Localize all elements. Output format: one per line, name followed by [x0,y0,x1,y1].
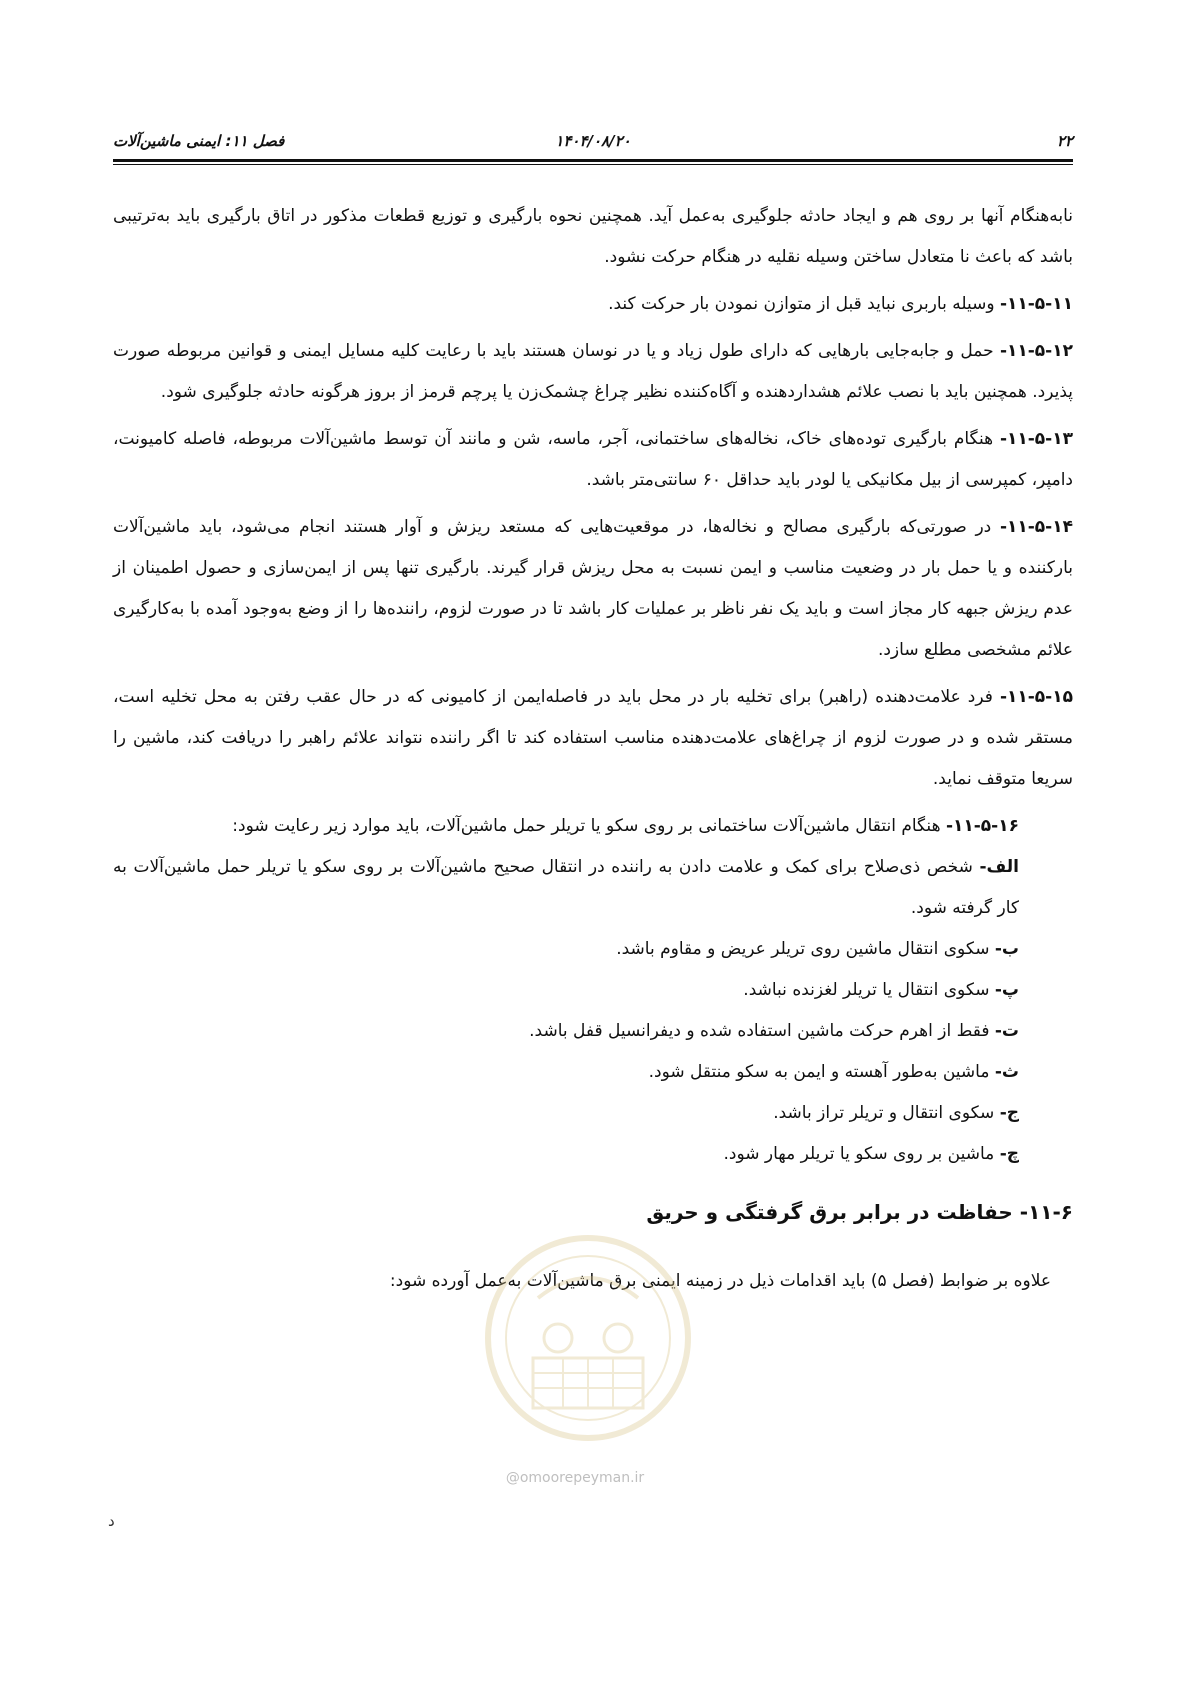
item-letter: ت- [994,1021,1019,1041]
list-item [113,970,1073,1011]
item-text: سکوی انتقال یا تریلر لغزنده نباشد. [743,980,995,1000]
item-text: سکوی انتقال ماشین روی تریلر عریض و مقاوم باشد. [616,939,995,959]
item-text: شخص ذی‌صلاح برای کمک و علامت دادن به راننده در انتقال صحیح ماشین‌آلات بر روی سکو یا تریلر حمل ماشین‌آلات به کار گرفته شود. [113,857,1019,918]
footer-letter: د [108,1512,115,1530]
clause-text: در صورتی‌که بارگیری مصالح و نخاله‌ها، در موقعیت‌هایی که مستعد ریزش و آوار هستند انجام می‌شود، باید ماشین‌آلات بارکننده و یا حمل بار در وضعیت مناسب و ایمن نسبت به محل ریزش قرار گیرند. بارگیری تنها پس از ایمن‌سازی و حصول اطمینان از عدم ریزش جبهه کار مجاز است و باید یک نفر ناظر بر عملیات کار باشد تا در صورت لزوم، راننده‌ها را از وضع به‌وجود آمده با به‌کارگیری علائم مشخصی مطلع سازد. [113,517,1073,660]
item-text: ماشین به‌طور آهسته و ایمن به سکو منتقل شود. [648,1062,995,1082]
item-letter: ث- [994,1062,1019,1082]
page-content [113,196,1073,1308]
list-item [113,929,1073,970]
watermark-text: @omoorepeyman.ir [505,1470,645,1486]
clause-text: هنگام انتقال ماشین‌آلات ساختمانی بر روی سکو یا تریلر حمل ماشین‌آلات، باید موارد زیر رعایت شود: [232,816,946,836]
list-item [113,1052,1073,1093]
clause-number: ۱۱-۵-۱۵- [999,687,1073,707]
item-letter: پ- [994,980,1019,1000]
clause-11-5-12 [113,331,1073,413]
list-item [113,1093,1073,1134]
list-item [113,1011,1073,1052]
list-item [113,1134,1073,1175]
clause-text: وسیله باربری نباید قبل از متوازن نمودن بار حرکت کند. [608,294,1000,314]
item-text: سکوی انتقال و تریلر تراز باشد. [773,1103,1000,1123]
clause-11-5-13 [113,419,1073,501]
clause-11-5-11 [113,284,1073,325]
header-rule [113,159,1073,162]
section-paragraph: علاوه بر ضوابط (فصل ۵) باید اقدامات ذیل در زمینه ایمنی برق ماشین‌آلات به‌عمل آورده شود: [389,1271,1051,1291]
clause-text: حمل و جابه‌جایی بارهایی که دارای طول زیاد و یا در نوسان هستند باید با رعایت کلیه مسایل ایمنی و قوانین مربوطه صورت پذیرد. همچنین باید با نصب علائم هشداردهنده و آگاه‌کننده نظیر چراغ چشمک‌زن یا پرچم قرمز از بروز هرگونه حادثه جلوگیری شود. [113,341,1073,402]
item-list [113,847,1073,1175]
clause-number: ۱۱-۵-۱۶- [945,816,1019,836]
item-text: فقط از اهرم حرکت ماشین استفاده شده و دیفرانسیل قفل باشد. [529,1021,995,1041]
clause-number: ۱۱-۵-۱۳- [999,429,1073,449]
item-letter: چ- [999,1144,1019,1164]
page-header [113,128,1073,156]
item-letter: ج- [999,1103,1019,1123]
section-heading: ۱۱-۶- حفاظت در برابر برق گرفتگی و حریق [646,1200,1073,1224]
clause-number: ۱۱-۵-۱۱- [999,294,1073,314]
chapter-title: فصل ۱۱: ایمنی ماشین‌آلات [113,132,285,150]
list-item [113,847,1073,929]
header-date: ۱۴۰۴/۰۸/۲۰ [555,132,631,150]
header-rule-thin [113,164,1073,165]
item-letter: الف- [979,857,1019,877]
clause-number: ۱۱-۵-۱۲- [999,341,1073,361]
item-letter: ب- [994,939,1019,959]
clause-11-5-15 [113,677,1073,800]
clause-text: هنگام بارگیری توده‌های خاک، نخاله‌های ساختمانی، آجر، ماسه، شن و مانند آن توسط ماشین‌آلات مربوطه، فاصله کامیونت، دامپر، کمپرسی از بیل مکانیکی یا لودر باید حداقل ۶۰ سانتی‌متر باشد. [113,429,1073,490]
clause-text: فرد علامت‌دهنده (راهبر) برای تخلیه بار در محل باید در فاصله‌ایمن از کامیونی که در حال عقب رفتن به محل تخلیه است، مستقر شده و در صورت لزوم از چراغ‌های علامت‌دهنده مناسب استفاده کند تا اگر راننده نتواند علائم راهبر را دریافت کند، ماشین را سریعا متوقف نماید. [113,687,1073,789]
clause-11-5-16 [113,806,1073,847]
item-text: ماشین بر روی سکو یا تریلر مهار شود. [723,1144,1000,1164]
intro-paragraph: نابه‌هنگام آنها بر روی هم و ایجاد حادثه جلوگیری به‌عمل آید. همچنین نحوه بارگیری و توزیع قطعات مذکور در اتاق بارگیری باید به‌ترتیبی باشد که باعث نا متعادل ساختن وسیله نقلیه در هنگام حرکت نشود. [113,206,1073,267]
page-number: ۲۲ [1056,132,1073,150]
watermark-seal-icon [478,1228,698,1460]
clause-11-5-14 [113,507,1073,671]
clause-number: ۱۱-۵-۱۴- [999,517,1073,537]
